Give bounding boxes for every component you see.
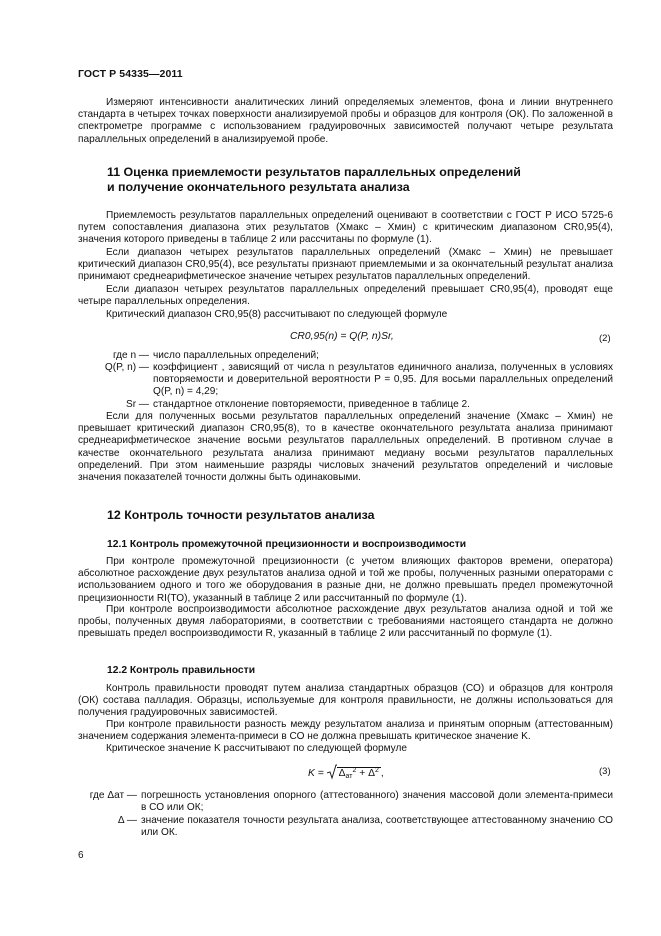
formula-3-k: K = [308, 768, 324, 779]
definition-sr-term: Sr — [126, 399, 149, 410]
formula-3-square-2: 2 [375, 767, 379, 774]
standard-code-header: ГОСТ Р 54335—2011 [78, 68, 183, 80]
definition-n-body: число параллельных определений; [153, 350, 319, 361]
formula-3-comma: , [380, 768, 384, 779]
subsection-12-1-paragraph-1: При контроле промежуточной прецизионности (с учетом влияющих факторов времени, оператора) абсолютное расхождение двух результатов анализа одной и той же пробы, полученных разными операторами с использованием одного и того же оборудования в разные дни, не должно превышать предел промежуточной прецизионности RI(TO), указанный в таблице 2 или рассчитанный по формуле (1). [78, 556, 613, 604]
page-number: 6 [78, 850, 84, 861]
formula-2: CR0,95(n) = Q(P, n)Sr, [290, 331, 394, 342]
formula-2-number: (2) [599, 333, 611, 344]
subsection-12-2-paragraph-3: Критическое значение K рассчитывают по следующей формуле [106, 743, 408, 754]
definition-delta-at-body: погрешность установления опорного (аттестованного) значения массовой доли элемента-примеси в СО или ОК; [141, 790, 613, 814]
subsection-12-1-title: 12.1 Контроль промежуточной прецизионности и воспроизводимости [107, 539, 467, 550]
definition-delta-term: Δ — [117, 815, 137, 826]
section-11-paragraph-5: Если для полученных восьми результатов параллельных определений значение (Xмакс – Xмин) не превышает критический диапазон CR0,95(8), то в качестве окончательного результата анализа принимают среднеарифметическое значение восьми результатов параллельных определений. В противном случае в качестве окончательного результата анализа принимают медиану восьми результатов параллельных определений. При этом наименьшие разряды числовых значений результатов определений и числовые значения показателей точности должны быть одинаковыми. [78, 411, 613, 484]
intro-paragraph: Измеряют интенсивности аналитических линий определяемых элементов, фона и линии внутреннего стандарта в четырех точках поверхности анализируемой пробы и образцов для контроля (ОК). По заложенной в спектрометре программе с использованием градуировочных зависимостей получают четыре результата параллельных определений в анализируемой пробе. [78, 97, 613, 145]
subsection-12-1-paragraph-2: При контроле воспроизводимости абсолютное расхождение двух результатов анализа одной и той же пробы, полученных двумя лабораториями, в соответствии с требованиями настоящего стандарта не должно превышать предел воспроизводимости R, указанный в таблице 2 или рассчитанный по формуле (1). [78, 604, 613, 640]
definition-delta-body: значение показателя точности результата анализа, соответствующее аттестованному значению СО или ОК. [141, 815, 613, 839]
definition-n-term: где n — [112, 350, 149, 361]
formula-3-delta-at: Δ [338, 768, 346, 779]
formula-3 [308, 764, 384, 780]
formula-3-plus-delta: + Δ [359, 768, 376, 779]
section-11-paragraph-3: Если диапазон четырех результатов параллельных определений превышает CR0,95(4), проводят еще четыре параллельных определения. [78, 284, 613, 308]
subsection-12-2-paragraph-2: При контроле правильности разность между результатом анализа и принятым опорным (аттестованным) значением содержания элемента-примеси в СО не должна превышать критическое значение K. [78, 719, 613, 743]
section-12-title: 12 Контроль точности результатов анализа [107, 508, 375, 522]
definition-delta-at-term: где Δат — [89, 790, 137, 801]
formula-3-number: (3) [599, 766, 611, 777]
subsection-12-2-paragraph-1: Контроль правильности проводят путем анализа стандартных образцов (СО) и образцов для контроля (ОК) состава палладия. Образцы, используемые для контроля правильности, не должны использоваться для получения градуировочных зависимостей. [78, 683, 613, 719]
definition-q-body: коэффициент , зависящий от числа n результатов единичного анализа, полученных в условиях повторяемости и доверительной вероятности P = 0,95. Для восьми параллельных определений Q(P, n) = 4,29; [153, 362, 613, 398]
formula-3-square-1: 2 [352, 767, 357, 774]
section-11-paragraph-4: Критический диапазон CR0,95(8) рассчитывают по следующей формуле [106, 309, 448, 320]
section-11-title [107, 165, 613, 195]
subsection-12-2-title: 12.2 Контроль правильности [107, 665, 256, 676]
section-11-title-line1: 11 Оценка приемлемости результатов параллельных определений [107, 165, 521, 179]
square-root-icon [327, 764, 337, 780]
definition-sr-body: стандартное отклонение повторяемости, приведенное в таблице 2. [153, 399, 470, 410]
section-11-title-line2: и получение окончательного результата анализа [107, 180, 410, 194]
formula-3-radicand [337, 767, 381, 779]
definition-q-term: Q(P, n) — [104, 362, 149, 373]
section-11-paragraph-2: Если диапазон четырех результатов параллельных определений (Xмакс – Xмин) не превышает критический диапазон CR0,95(4), все результаты признают приемлемыми и за окончательный результат анализа принимают среднеарифметическое значение четырех результатов параллельных определений. [78, 247, 613, 283]
section-11-paragraph-1: Приемлемость результатов параллельных определений оценивают в соответствии с ГОСТ Р ИСО 5725-6 путем сопоставления диапазона этих результатов (Xмакс – Xмин) с критическим диапазоном CR0,95(4), значения которого приведены в таблице 2 или рассчитаны по формуле (1). [78, 210, 613, 246]
formula-3-at-sub: ат [345, 773, 353, 780]
